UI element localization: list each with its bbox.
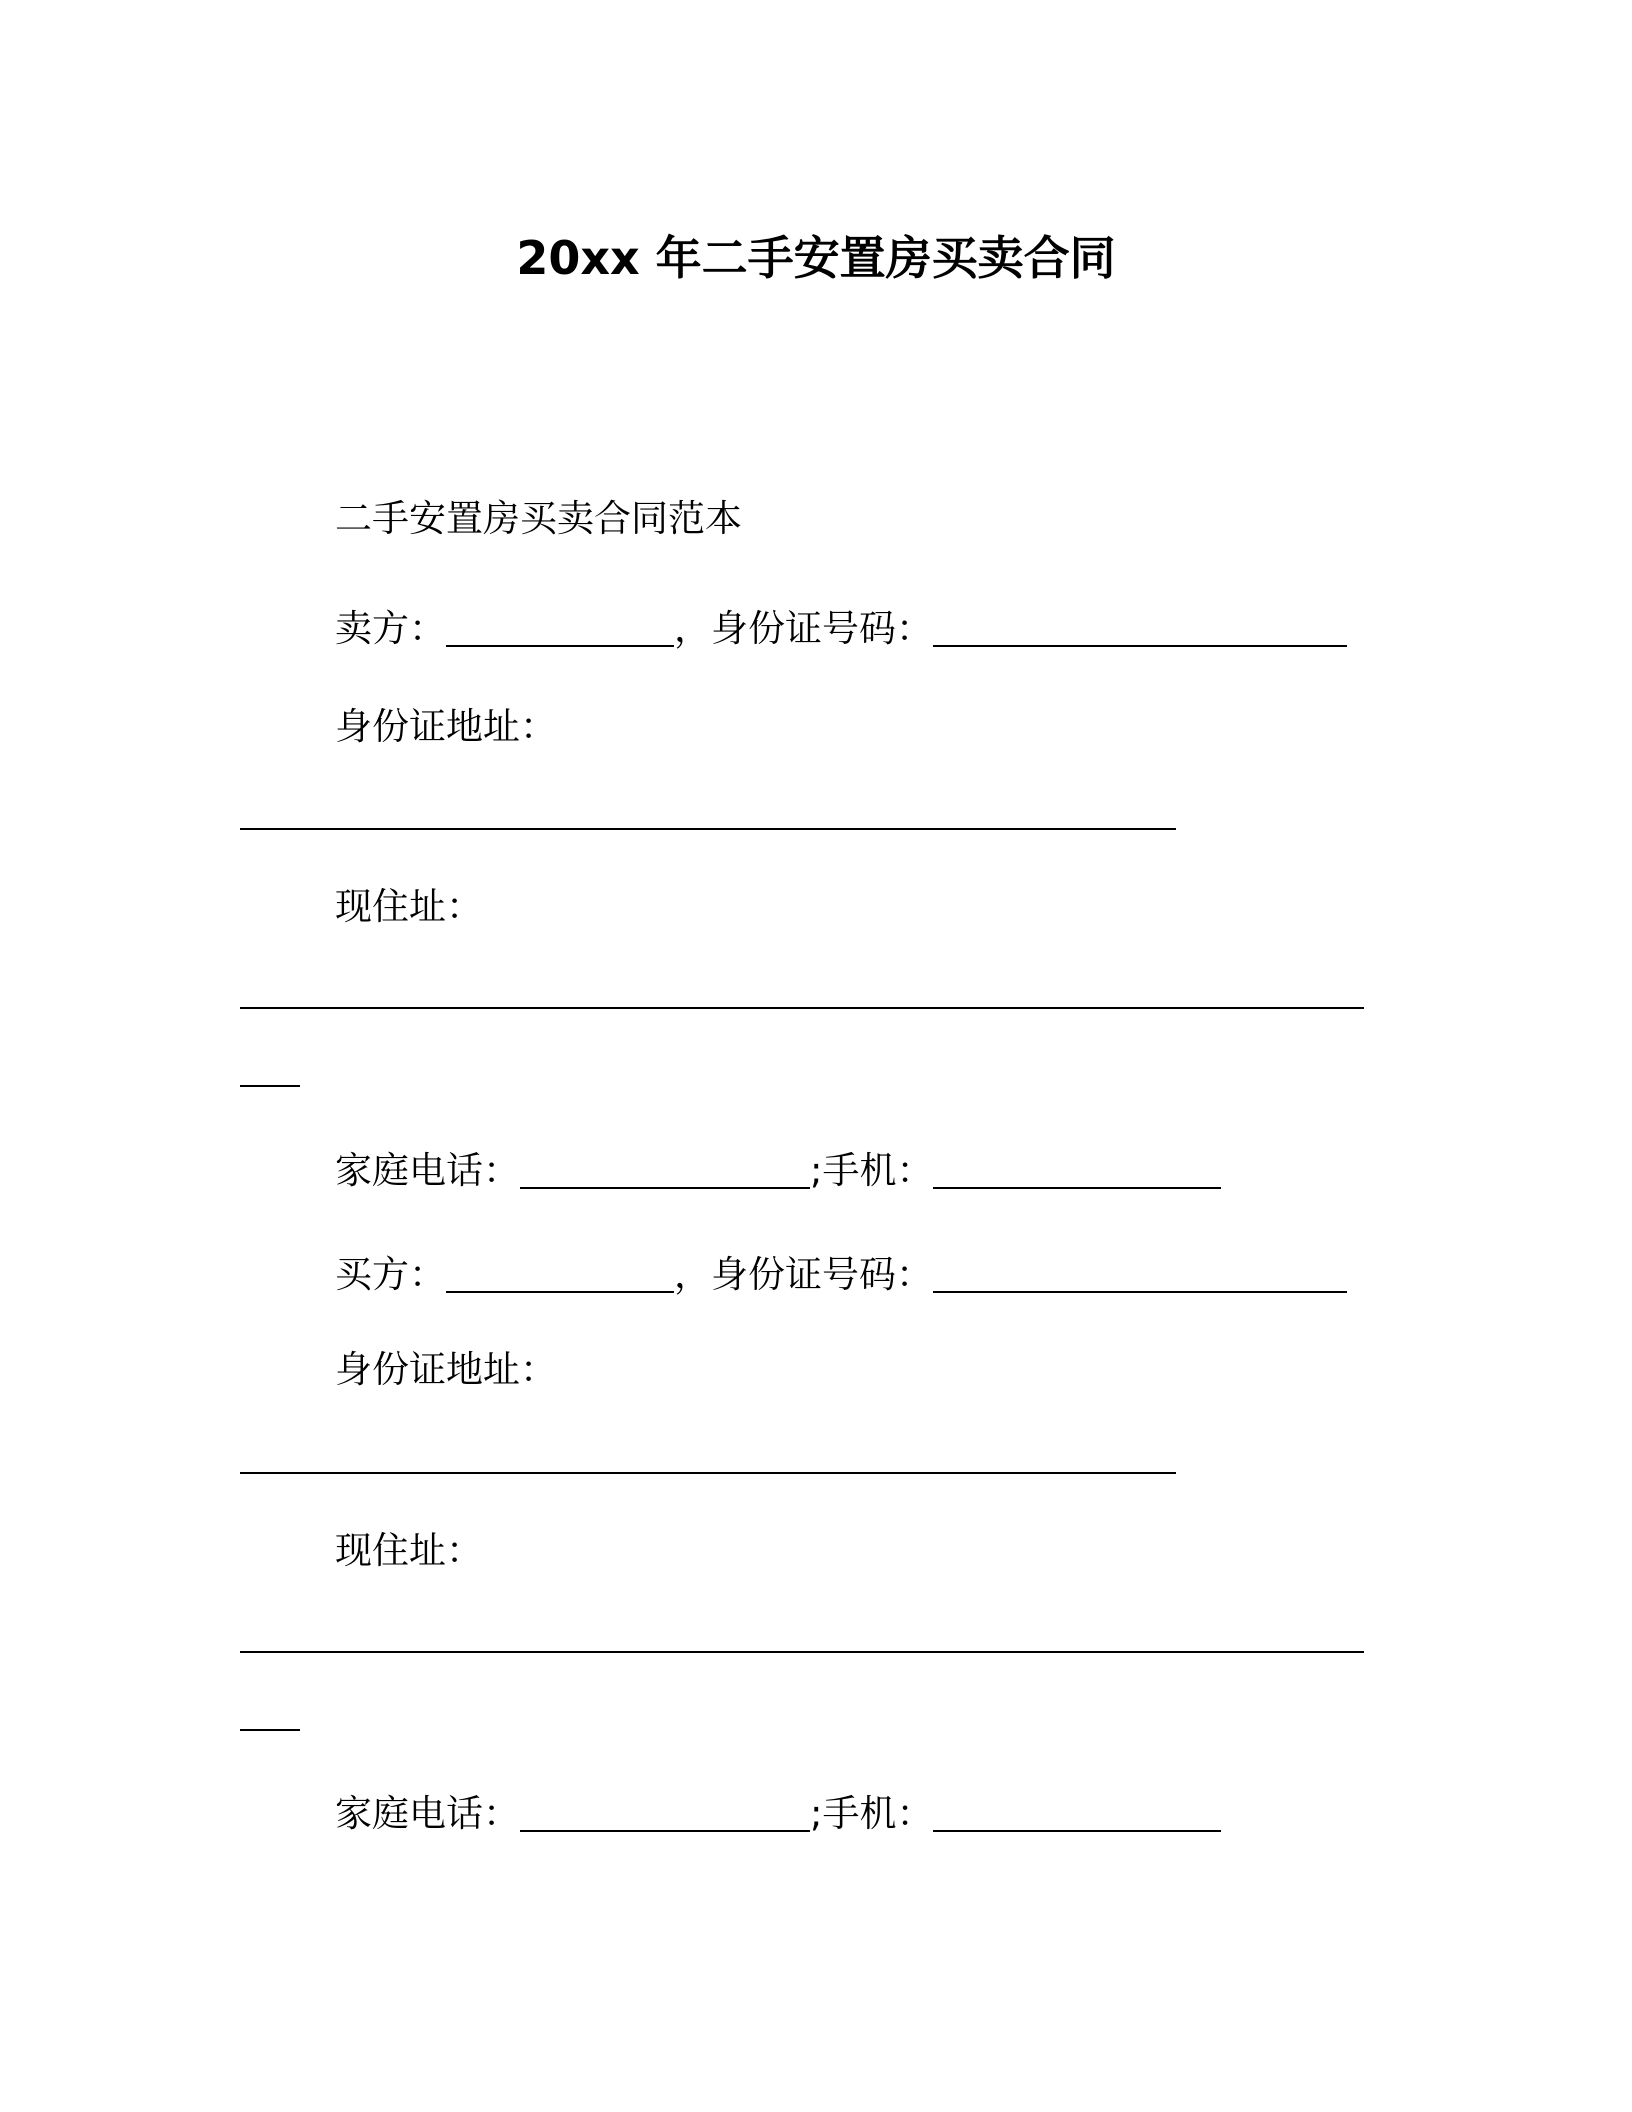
document-subtitle: 二手安置房买卖合同范本 — [335, 497, 742, 540]
buyer-name-blank[interactable] — [446, 1291, 674, 1293]
seller-party-label: 卖方： — [335, 607, 446, 650]
seller-id-number-label: 身份证号码： — [711, 607, 933, 650]
buyer-id-address-label: 身份证地址： — [335, 1348, 557, 1391]
buyer-home-phone-blank[interactable] — [520, 1830, 810, 1832]
seller-mobile-label: 手机： — [822, 1149, 934, 1192]
document-title: 20xx 年二手安置房买卖合同 — [516, 231, 1116, 285]
seller-phone-line — [335, 1147, 1221, 1195]
seller-current-address-blank[interactable] — [240, 1007, 1364, 1009]
seller-mobile-blank[interactable] — [933, 1187, 1221, 1189]
seller-separator: ; — [810, 1149, 823, 1192]
buyer-id-number-label: 身份证号码： — [711, 1253, 933, 1296]
buyer-home-phone-label: 家庭电话： — [335, 1792, 520, 1835]
buyer-phone-line — [335, 1790, 1221, 1838]
buyer-comma: ， — [674, 1253, 711, 1296]
seller-id-address-label: 身份证地址： — [335, 705, 557, 748]
buyer-name-id-line — [335, 1251, 1347, 1299]
seller-current-address-label: 现住址： — [335, 885, 483, 928]
seller-id-number-blank[interactable] — [933, 645, 1347, 647]
seller-home-phone-label: 家庭电话： — [335, 1149, 520, 1192]
seller-name-blank[interactable] — [446, 645, 674, 647]
seller-comma: ， — [674, 607, 711, 650]
buyer-current-address-label: 现住址： — [335, 1529, 483, 1572]
buyer-current-address-blank-continued[interactable] — [240, 1729, 300, 1731]
buyer-id-number-blank[interactable] — [933, 1291, 1347, 1293]
buyer-party-label: 买方： — [335, 1253, 446, 1296]
buyer-id-address-blank[interactable] — [240, 1472, 1176, 1474]
seller-home-phone-blank[interactable] — [520, 1187, 810, 1189]
buyer-mobile-label: 手机： — [822, 1792, 934, 1835]
seller-name-id-line — [335, 605, 1347, 653]
buyer-separator: ; — [810, 1792, 823, 1835]
seller-id-address-blank[interactable] — [240, 828, 1176, 830]
buyer-current-address-blank[interactable] — [240, 1651, 1364, 1653]
seller-current-address-blank-continued[interactable] — [240, 1085, 300, 1087]
buyer-mobile-blank[interactable] — [933, 1830, 1221, 1832]
